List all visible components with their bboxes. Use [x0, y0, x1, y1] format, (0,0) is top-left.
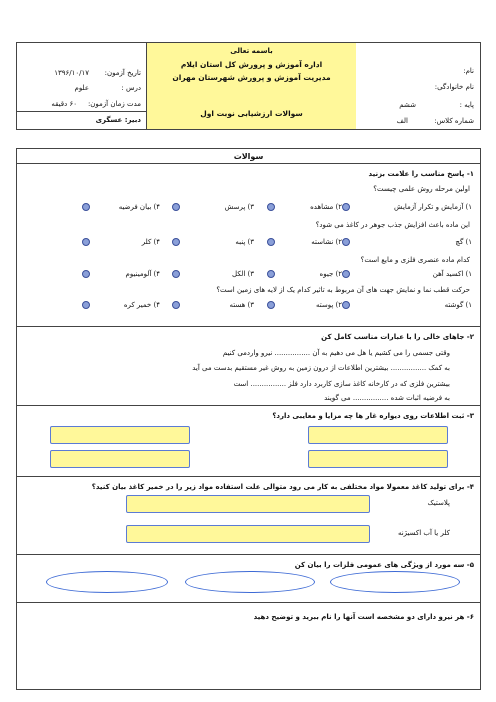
q3-answer-box-4[interactable]: [50, 450, 190, 468]
q6-title: ۶- هر نیرو دارای دو مشخصه است آنها را نام ببرید و توضیح دهید: [253, 613, 474, 621]
q1-title: ۱- پاسخ مناسب را علامت بزنید: [368, 170, 474, 178]
q4-answer-box-1[interactable]: [126, 495, 370, 513]
name-label: نام:: [463, 67, 474, 75]
q5-answer-oval-1[interactable]: [330, 571, 460, 593]
q1-1-opt2-radio[interactable]: [172, 203, 180, 211]
exam-info-cell: [17, 43, 147, 129]
q1-3-opt4-radio[interactable]: [342, 270, 350, 278]
class-value: الف: [396, 117, 408, 125]
q4-item-1: پلاستیک: [427, 499, 450, 507]
q2-line-4: به فرضیه اثبات شده ................ می گویند: [324, 394, 450, 402]
q1-2-opt1-radio[interactable]: [82, 238, 90, 246]
question-5: [16, 554, 481, 603]
org-line-1: اداره آموزش و پرورش کل استان ایلام: [180, 60, 323, 69]
question-1: [16, 163, 481, 327]
question-4: [16, 476, 481, 555]
q1-2-opt4-radio[interactable]: [342, 238, 350, 246]
question-6: [16, 602, 481, 690]
class-label: شماره کلاس:: [434, 117, 474, 125]
q5-answer-oval-3[interactable]: [46, 571, 168, 593]
q1-4-opt3-radio[interactable]: [267, 301, 275, 309]
q1-4-text: حرکت قطب نما و نمایش جهت های آن مربوط به تاثیر کدام یک از لایه های زمین است؟: [216, 286, 470, 294]
q3-title: ۳- ثبت اطلاعات روی دیواره غار ها چه مزایا و معایبی دارد؟: [272, 412, 474, 420]
q1-2-opt2-radio[interactable]: [172, 238, 180, 246]
subject-value: علوم: [74, 84, 89, 92]
q1-3-opt1: ۱) اکسید آهن: [432, 270, 472, 278]
q1-2-opt3: ۳) پنبه: [235, 238, 254, 246]
q1-2-opt2: ۲) نشاسته: [311, 238, 342, 246]
exam-title: سوالات ارزشیابی نوبت اول: [200, 109, 303, 118]
q4-title: ۴- برای تولید کاغذ معمولا مواد مختلفی به کار می رود متوالی علت استفاده مواد زیر را در خمیر کاغذ بیان کنید؟: [91, 483, 474, 491]
question-3: [16, 405, 481, 477]
q1-4-opt4: ۴) خمیر کره: [123, 301, 160, 309]
date-label: تاریخ آزمون:: [104, 69, 141, 77]
q1-4-opt2-radio[interactable]: [172, 301, 180, 309]
grade-value: ششم: [399, 101, 416, 109]
q1-2-text: این ماده باعث افزایش جذب جوهر در کاغذ می شود؟: [315, 221, 470, 229]
q1-3-opt1-radio[interactable]: [82, 270, 90, 278]
family-label: نام خانوادگی:: [434, 83, 474, 91]
question-2: [16, 326, 481, 406]
q2-line-3: بیشترین فلزی که در کارخانه کاغذ سازی کاربرد دارد فلز ................ است: [233, 380, 450, 388]
q3-answer-box-2[interactable]: [50, 426, 190, 444]
q1-4-opt1-radio[interactable]: [82, 301, 90, 309]
q2-title: ۲- جاهای خالی را با عبارات مناسب کامل کن: [321, 333, 474, 341]
q1-2-opt4: ۴) کلر: [141, 238, 160, 246]
q1-3-opt4: ۴) آلومینیوم: [125, 270, 160, 278]
questions-title-bar: [16, 148, 481, 164]
q1-3-opt3-radio[interactable]: [267, 270, 275, 278]
q1-3-opt2-radio[interactable]: [172, 270, 180, 278]
subject-label: درس :: [121, 84, 141, 92]
grade-label: پایه :: [459, 101, 474, 109]
q3-answer-box-3[interactable]: [308, 450, 448, 468]
divider: [17, 111, 147, 112]
q1-1-opt4: ۴) بیان فرضیه: [118, 203, 160, 211]
school-title-cell: [146, 43, 356, 129]
section-title: سوالات: [233, 152, 264, 161]
q1-4-opt4-radio[interactable]: [342, 301, 350, 309]
q4-item-2: کلر یا آب اکسیژنه: [397, 529, 450, 537]
q3-answer-box-1[interactable]: [308, 426, 448, 444]
q1-1-opt3: ۳) پرسش: [224, 203, 254, 211]
q1-1-opt3-radio[interactable]: [267, 203, 275, 211]
exam-header: [16, 42, 481, 130]
q1-1-opt4-radio[interactable]: [342, 203, 350, 211]
q1-4-opt1: ۱) گوشته: [444, 301, 472, 309]
q4-answer-box-2[interactable]: [126, 525, 370, 543]
q5-answer-oval-2[interactable]: [185, 571, 315, 593]
duration-label: مدت زمان آزمون:: [87, 100, 141, 108]
teacher-label: دبیر: عسگری: [95, 116, 141, 124]
q1-4-opt2: ۲) پوسته: [315, 301, 342, 309]
q1-3-opt2: ۲) جیوه: [319, 270, 342, 278]
q1-1-opt1-radio[interactable]: [82, 203, 90, 211]
q1-1-opt2: ۲) مشاهده: [310, 203, 342, 211]
date-value: ۱۳۹۶/۱۰/۱۷: [54, 69, 89, 77]
q1-2-opt1: ۱) گچ: [455, 238, 472, 246]
basmala: باسمه تعالی: [230, 47, 273, 55]
q2-line-2: به کمک ................ بیشترین اطلاعات از درون زمین به روش غیر مستقیم بدست می آید: [192, 364, 450, 372]
q1-1-text: اولین مرحله روش علمی چیست؟: [373, 185, 470, 193]
q2-line-1: وقتی جسمی را می کشیم یا هل می دهیم به آن ................ نیرو واردمی کنیم: [222, 349, 450, 357]
q1-4-opt3: ۳) هسته: [229, 301, 254, 309]
q1-3-text: کدام ماده عنصری فلزی و مایع است؟: [360, 256, 470, 264]
org-line-2: مدیریت آموزش و پرورش شهرستان مهران: [172, 73, 331, 82]
q1-1-opt1: ۱) آزمایش و تکرار آزمایش: [394, 203, 472, 211]
q1-2-opt3-radio[interactable]: [267, 238, 275, 246]
q5-title: ۵- سه مورد از ویژگی های عمومی فلزات را بیان کن: [294, 561, 474, 569]
student-info-cell: [355, 43, 480, 129]
duration-value: ۶۰ دقیقه: [51, 100, 77, 108]
q1-3-opt3: ۳) الکل: [232, 270, 254, 278]
